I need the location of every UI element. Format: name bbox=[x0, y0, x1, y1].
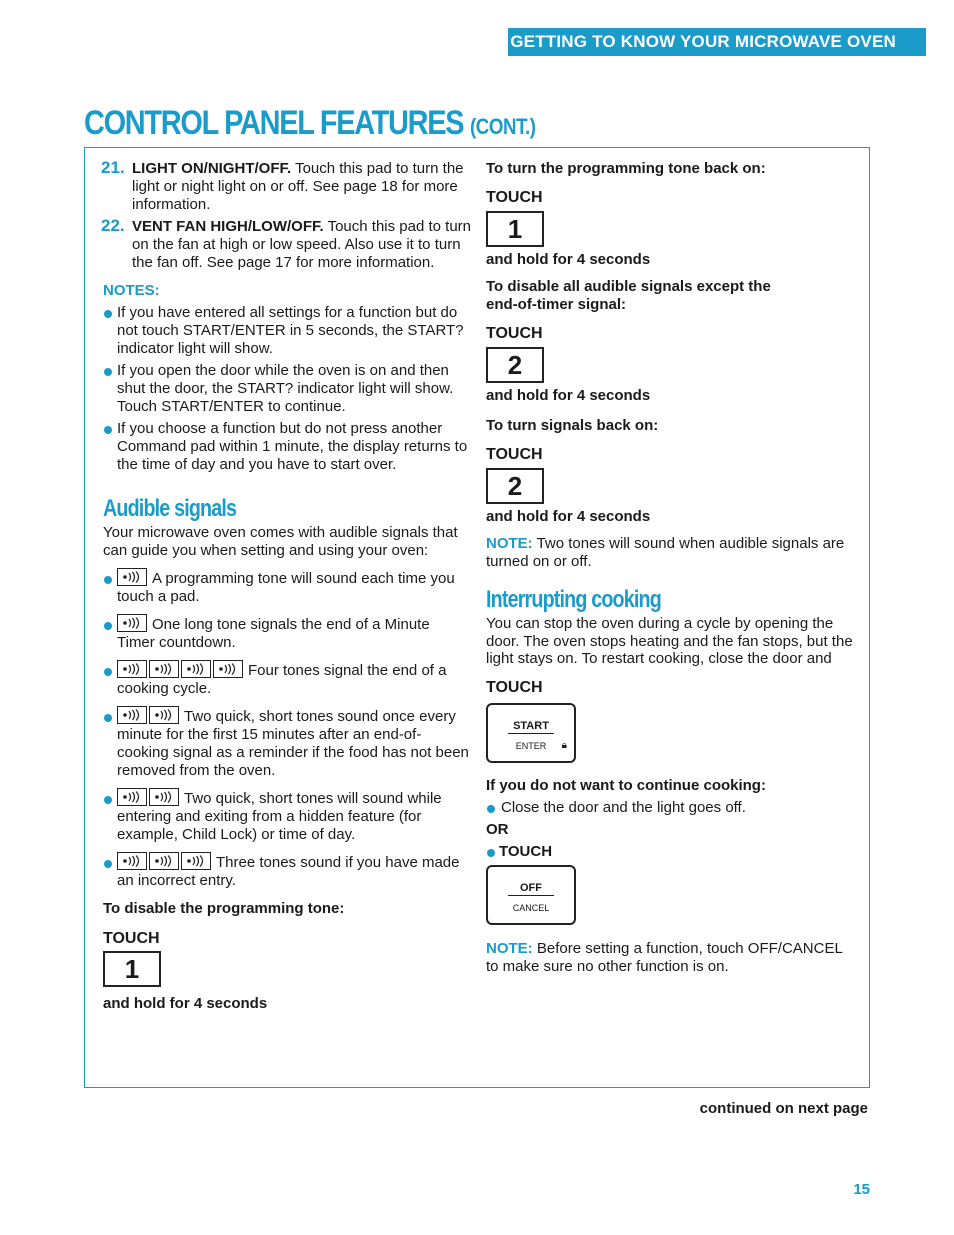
tone-icon bbox=[117, 614, 147, 632]
pad-top-label: OFF bbox=[520, 881, 542, 894]
or-label: OR bbox=[486, 820, 509, 838]
touch-label: TOUCH bbox=[499, 842, 553, 860]
note-text: Two tones will sound when audible signals are turned on or off. bbox=[486, 535, 845, 570]
off-cancel-button[interactable] bbox=[486, 865, 576, 925]
touch-label: TOUCH bbox=[486, 325, 543, 342]
pad-bottom-label: CANCEL bbox=[512, 902, 550, 913]
note-bullet bbox=[103, 362, 471, 416]
tone-icon bbox=[117, 568, 147, 586]
page-number: 15 bbox=[853, 1181, 870, 1198]
hold-label: and hold for 4 seconds bbox=[486, 387, 651, 404]
audible-note bbox=[486, 535, 856, 571]
note-text: If you choose a function but do not press another Command pad within 1 minute, the display returns to the time of day and you have to start over. bbox=[117, 420, 468, 473]
note-text: Before setting a function, touch OFF/CANCEL to make sure no other function is on. bbox=[486, 939, 843, 975]
feature-item-22 bbox=[103, 218, 471, 272]
section-header-text: GETTING TO KNOW YOUR MICROWAVE OVEN bbox=[510, 32, 896, 51]
signal-text: One long tone signals the end of a Minute Timer countdown. bbox=[117, 616, 430, 651]
bullet-icon bbox=[104, 714, 112, 722]
item-label: VENT FAN HIGH/LOW/OFF. bbox=[132, 218, 324, 235]
audible-signals-heading: Audible signals bbox=[103, 495, 237, 522]
note-label: NOTE: bbox=[486, 939, 533, 957]
page-title-suffix: (CONT.) bbox=[470, 114, 536, 139]
signal-list bbox=[103, 568, 471, 890]
bullet-icon bbox=[104, 860, 112, 868]
signal-item bbox=[103, 852, 471, 890]
bullet-icon bbox=[487, 805, 495, 813]
signal-text: Three tones sound if you have made an incorrect entry. bbox=[117, 854, 460, 889]
tone-icon bbox=[117, 706, 147, 724]
tone-icon bbox=[181, 660, 211, 678]
bullet-icon bbox=[104, 622, 112, 630]
right-column bbox=[486, 160, 856, 976]
bullet-icon bbox=[104, 310, 112, 318]
tone-icon bbox=[149, 788, 179, 806]
signal-item bbox=[103, 568, 471, 606]
signal-text: A programming tone will sound each time you touch a pad. bbox=[117, 570, 455, 605]
signal-item bbox=[103, 706, 471, 780]
note-bullet bbox=[103, 420, 471, 474]
signal-item bbox=[103, 660, 471, 698]
tone-icon bbox=[213, 660, 243, 678]
tone-icon bbox=[181, 852, 211, 870]
signals-back-on-label: To turn signals back on: bbox=[486, 417, 659, 434]
interrupt-intro: You can stop the oven during a cycle by opening the door. The oven stops heating and the fan stops, but the light stays on. To restart cooking, close the door and bbox=[486, 615, 853, 667]
bullet-text: Close the door and the light goes off. bbox=[501, 798, 746, 816]
lock-icon: 🔒︎ bbox=[561, 739, 567, 751]
start-enter-button[interactable] bbox=[486, 703, 576, 763]
disable-all-signals-label: To disable all audible signals except the end-of-timer signal: bbox=[486, 278, 771, 313]
continued-label: continued on next page bbox=[699, 1100, 868, 1117]
pad-top-label: START bbox=[513, 719, 549, 732]
note-text: If you open the door while the oven is on and then shut the door, the START? indicator light will show. Touch START/ENTER to continue. bbox=[117, 362, 454, 415]
prog-tone-back-on-label: To turn the programming tone back on: bbox=[486, 160, 766, 177]
touch-bullet bbox=[486, 843, 856, 861]
item-label: LIGHT ON/NIGHT/OFF. bbox=[132, 160, 292, 177]
item-text: Touch this pad to turn the light or night light on or off. See page 18 for more information. bbox=[132, 160, 464, 213]
signal-text: Four tones signal the end of a cooking cycle. bbox=[117, 662, 447, 697]
section-header-bar bbox=[508, 28, 926, 56]
hold-label: and hold for 4 seconds bbox=[486, 251, 651, 268]
note-text: If you have entered all settings for a function but do not touch START/ENTER in 5 seconds, the START? indicator light will show. bbox=[117, 304, 464, 357]
page-title bbox=[84, 104, 536, 143]
signal-text: Two quick, short tones sound once every minute for the first 15 minutes after an end-of-cooking signal as a reminder if the food has not been removed from the oven. bbox=[117, 708, 469, 779]
pad-divider bbox=[508, 895, 554, 896]
close-door-bullet bbox=[486, 799, 856, 817]
signal-text: Two quick, short tones will sound while entering and exiting from a hidden feature (for example, Child Lock) or time of day. bbox=[117, 790, 442, 843]
tone-icon bbox=[149, 660, 179, 678]
touch-label: TOUCH bbox=[486, 189, 543, 206]
interrupting-cooking-heading: Interrupting cooking bbox=[486, 586, 661, 613]
key-1-button[interactable]: 1 bbox=[486, 211, 544, 247]
notes-label: NOTES: bbox=[103, 282, 160, 299]
pad-divider bbox=[508, 733, 554, 734]
tone-icon bbox=[117, 660, 147, 678]
left-column bbox=[103, 160, 471, 1013]
item-text: Touch this pad to turn on the fan at high or low speed. Also use it to turn the fan off. See page 17 for more information. bbox=[132, 218, 472, 271]
item-number: 22. bbox=[101, 216, 125, 235]
key-1-button[interactable]: 1 bbox=[103, 951, 161, 987]
item-number: 21. bbox=[101, 158, 125, 177]
touch-label: TOUCH bbox=[486, 678, 543, 696]
signal-item bbox=[103, 614, 471, 652]
bullet-icon bbox=[104, 368, 112, 376]
disable-prog-tone-label: To disable the programming tone: bbox=[103, 900, 345, 917]
tone-icon bbox=[149, 706, 179, 724]
bullet-icon bbox=[104, 426, 112, 434]
bullet-icon bbox=[104, 668, 112, 676]
touch-label: TOUCH bbox=[486, 446, 543, 463]
note-bullet bbox=[103, 304, 471, 358]
hold-label: and hold for 4 seconds bbox=[486, 508, 651, 525]
audible-intro: Your microwave oven comes with audible signals that can guide you when setting and using your oven: bbox=[103, 524, 458, 559]
signal-item bbox=[103, 788, 471, 844]
hold-label: and hold for 4 seconds bbox=[103, 995, 268, 1012]
pad-bottom-label: ENTER bbox=[515, 740, 547, 751]
if-not-continue-label: If you do not want to continue cooking: bbox=[486, 776, 766, 794]
bullet-icon bbox=[487, 849, 495, 857]
bullet-icon bbox=[104, 576, 112, 584]
feature-item-21 bbox=[103, 160, 471, 214]
tone-icon bbox=[149, 852, 179, 870]
off-cancel-note bbox=[486, 940, 856, 976]
tone-icon bbox=[117, 788, 147, 806]
tone-icon bbox=[117, 852, 147, 870]
key-2-button[interactable]: 2 bbox=[486, 347, 544, 383]
bullet-icon bbox=[104, 796, 112, 804]
page-title-main: CONTROL PANEL FEATURES bbox=[84, 104, 464, 142]
touch-label: TOUCH bbox=[103, 930, 160, 947]
note-label: NOTE: bbox=[486, 535, 533, 552]
key-2-button[interactable]: 2 bbox=[486, 468, 544, 504]
